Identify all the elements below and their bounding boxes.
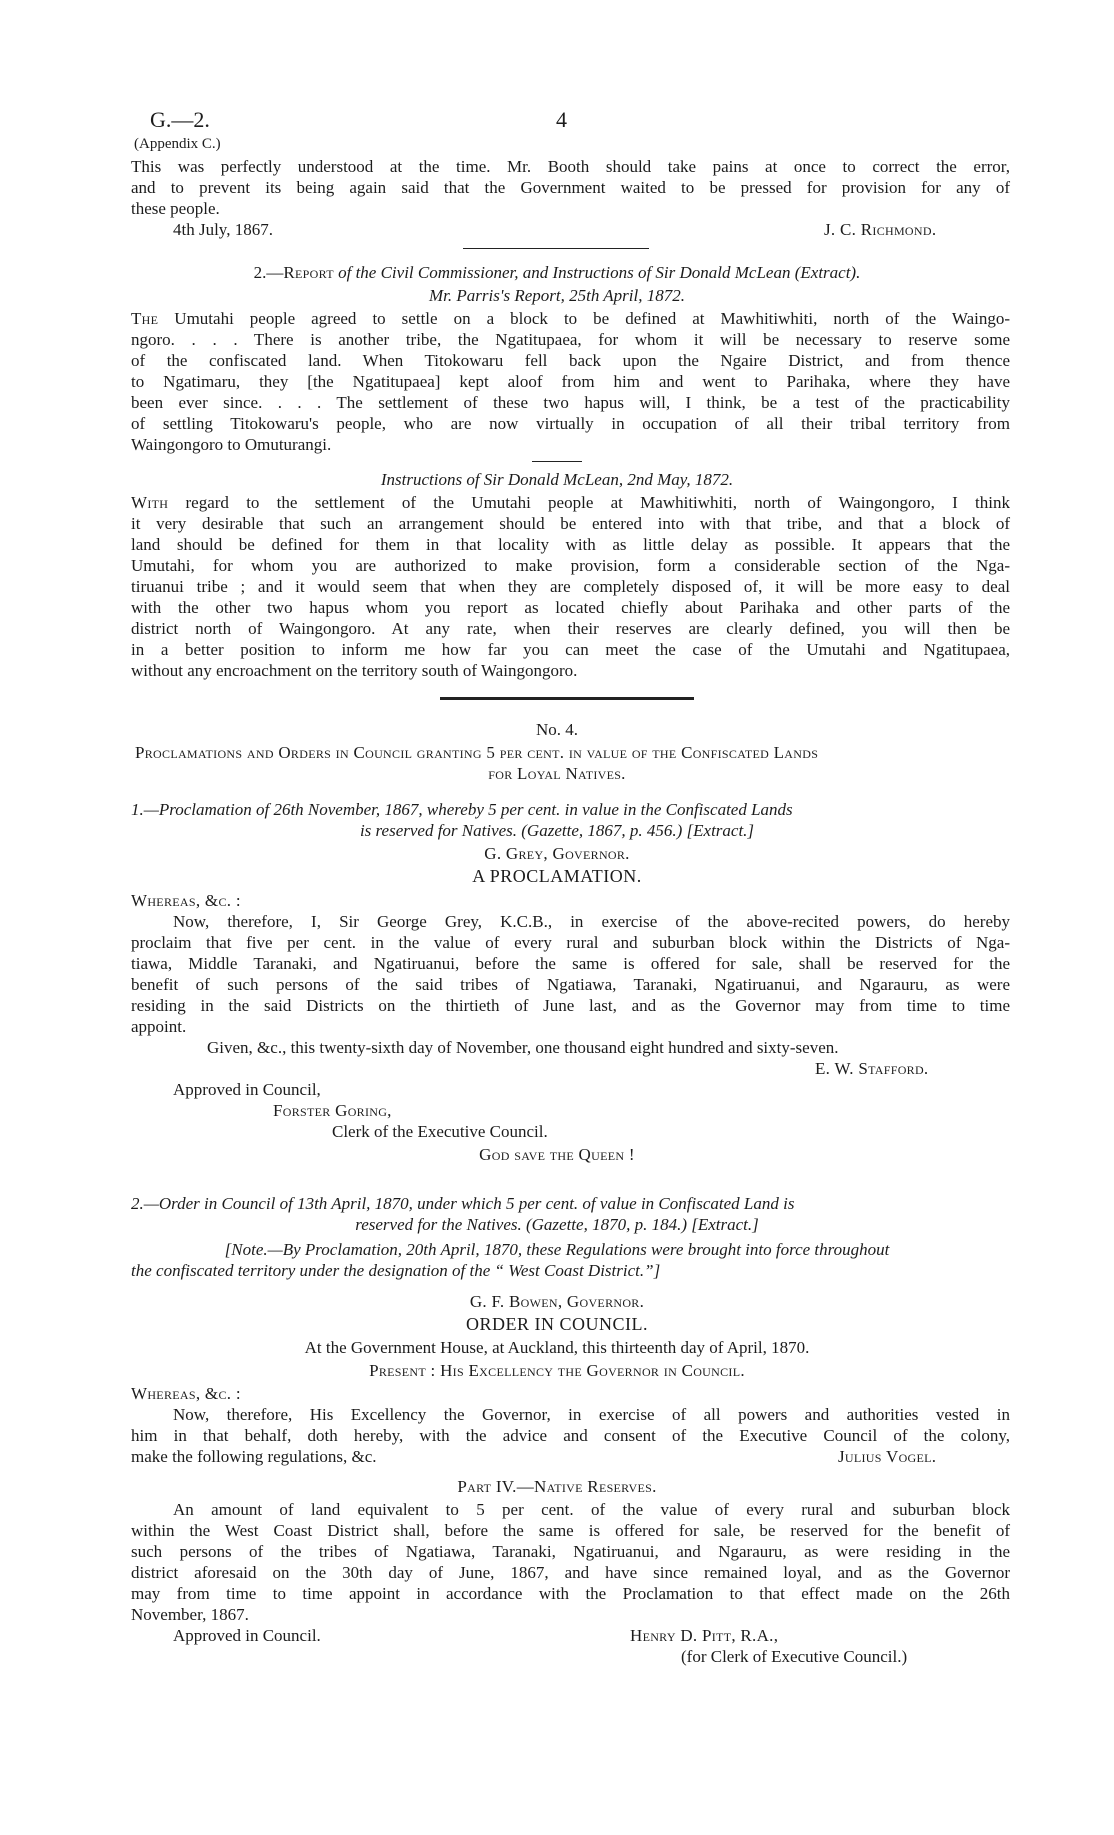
divider <box>463 248 649 249</box>
body-line: land should be defined for them in that locality with as little delay as possible. It appears that the <box>131 535 1010 554</box>
note: the confiscated territory under the designation of the “ West Coast District.”] <box>131 1261 661 1280</box>
body-line: been ever since. . . . The settlement of these two hapus will, I think, be a test of the practicability <box>131 393 1010 412</box>
body-line: With regard to the settlement of the Umutahi people at Mawhitiwhiti, north of Waingongoro, I think <box>131 493 1010 512</box>
order-title: 2.—Order in Council of 13th April, 1870, under which 5 per cent. of value in Confiscated Land is <box>131 1194 795 1213</box>
clerk-title: Clerk of the Executive Council. <box>332 1122 548 1141</box>
section-title: Proclamations and Orders in Council granting 5 per cent. in value of the Confiscated Lands <box>135 743 819 762</box>
order-heading: ORDER IN COUNCIL. <box>466 1314 648 1334</box>
body-line: tiawa, Middle Taranaki, and Ngatiruanui, before the same is offered for sale, shall be reserved for the <box>131 954 1010 973</box>
appendix-label: (Appendix C.) <box>134 136 221 152</box>
present-line: Present : His Excellency the Governor in Council. <box>369 1361 745 1380</box>
body-line: and to prevent its being again said that the Government waited to be pressed for provision for any of <box>131 178 1010 197</box>
part-heading: Part IV.—Native Reserves. <box>457 1477 657 1496</box>
body-line: these people. <box>131 199 220 218</box>
body-line: The Umutahi people agreed to settle on a block to be defined at Mawhitiwhiti, north of the Waingo- <box>131 309 1010 328</box>
section-subtitle: Mr. Parris's Report, 25th April, 1872. <box>429 286 685 305</box>
whereas-clause: Whereas, &c. : <box>131 891 241 910</box>
governor-name: G. F. Bowen, Governor. <box>469 1292 645 1311</box>
body-line: proclaim that five per cent. in the value of every rural and suburban block within the Districts of Nga- <box>131 933 1010 952</box>
body-line: tiruanui tribe ; and it would seem that when they are completely disposed of, it will be more easy to deal <box>131 577 1010 596</box>
body-line: make the following regulations, &c. <box>131 1447 377 1466</box>
proclamation-heading: A PROCLAMATION. <box>472 866 642 886</box>
section-subtitle: Instructions of Sir Donald McLean, 2nd May, 1872. <box>380 470 734 489</box>
body-line: such persons of the tribes of Ngatiawa, Taranaki, Ngatiruanui, and Ngarauru, as were residing in the <box>131 1542 1010 1561</box>
body-line: Umutahi, for whom you are authorized to make provision, form a considerable section of the Nga- <box>131 556 1010 575</box>
proclamation-title: is reserved for Natives. (Gazette, 1867, p. 456.) [Extract.] <box>359 821 755 840</box>
body-line: of the confiscated land. When Titokowaru fell back upon the Ngaire District, and from thence <box>131 351 1010 370</box>
body-line: district north of Waingongoro. At any rate, when their reserves are clearly defined, you will then be <box>131 619 1010 638</box>
body-line: residing in the said Districts on the thirtieth of June last, and as the Governor may from time to time <box>131 996 1010 1015</box>
signature: E. W. Stafford. <box>815 1059 929 1078</box>
god-save-the-queen: God save the Queen ! <box>479 1145 635 1164</box>
place-line: At the Government House, at Auckland, this thirteenth day of April, 1870. <box>304 1338 810 1357</box>
body-line: November, 1867. <box>131 1605 249 1624</box>
body-line: with the other two hapus whom you report as located chiefly about Parihaka and other parts of the <box>131 598 1010 617</box>
order-title: reserved for the Natives. (Gazette, 1870, p. 184.) [Extract.] <box>355 1215 759 1234</box>
body-line: may from time to time appoint in accordance with the Proclamation to that effect made on the 26th <box>131 1584 1010 1603</box>
section-title: 2.—Report of the Civil Commissioner, and Instructions of Sir Donald McLean (Extract). <box>253 263 861 282</box>
body-line: to Ngatimaru, they [the Ngatitupaea] kept aloof from him and went to Parihaka, where they have <box>131 372 1010 391</box>
thick-divider <box>440 697 694 700</box>
signature: J. C. Richmond. <box>824 220 937 239</box>
body-line: benefit of such persons of the said tribes of Ngatiawa, Taranaki, Ngatiruanui, and Ngarauru, as were <box>131 975 1010 994</box>
body-line: in a better position to inform me how far you can meet the case of the Umutahi and Ngatitupaea, <box>131 640 1010 659</box>
proclamation-title: 1.—Proclamation of 26th November, 1867, whereby 5 per cent. in value in the Confiscated Lands <box>131 800 793 819</box>
note: [Note.—By Proclamation, 20th April, 1870, these Regulations were brought into force throughout <box>224 1240 890 1259</box>
body-line: ngoro. . . . There is another tribe, the Ngatitupaea, for whom it will be necessary to reserve some <box>131 330 1010 349</box>
body-line: without any encroachment on the territory south of Waingongoro. <box>131 661 578 680</box>
page-number: 4 <box>556 107 567 132</box>
approved-line: Approved in Council, <box>173 1080 321 1099</box>
body-line: of settling Titokowaru's people, who are now virtually in occupation of all their tribal territory from <box>131 414 1010 433</box>
body-line: Waingongoro to Omuturangi. <box>131 435 332 454</box>
body-line: Now, therefore, His Excellency the Governor, in exercise of all powers and authorities vested in <box>173 1405 1010 1424</box>
section-title: for Loyal Natives. <box>488 764 626 783</box>
governor-name: G. Grey, Governor. <box>484 844 630 863</box>
document-reference: G.—2. <box>150 107 210 132</box>
clerk-title: (for Clerk of Executive Council.) <box>681 1647 908 1666</box>
clerk-name: Forster Goring, <box>273 1101 392 1120</box>
body-line: appoint. <box>131 1017 187 1036</box>
letter-date: 4th July, 1867. <box>173 220 273 239</box>
body-line: it very desirable that such an arrangement should be entered into with that tribe, and that a block of <box>131 514 1010 533</box>
whereas-clause: Whereas, &c. : <box>131 1384 241 1403</box>
body-line: Now, therefore, I, Sir George Grey, K.C.B., in exercise of the above-recited powers, do hereby <box>173 912 1010 931</box>
body-line: within the West Coast District shall, before the same is offered for sale, be reserved for the benefit of <box>131 1521 1010 1540</box>
divider <box>532 461 582 462</box>
body-line: him in that behalf, doth hereby, with the advice and consent of the Executive Council of the colony, <box>131 1426 1010 1445</box>
body-line: An amount of land equivalent to 5 per cent. of the value of every rural and suburban block <box>173 1500 1010 1519</box>
given-line: Given, &c., this twenty-sixth day of November, one thousand eight hundred and sixty-seven. <box>207 1038 839 1057</box>
section-number: No. 4. <box>535 720 579 739</box>
approved-line: Approved in Council. <box>173 1626 321 1645</box>
clerk-name: Henry D. Pitt, R.A., <box>630 1626 779 1645</box>
body-line: district aforesaid on the 30th day of June, 1867, and have since remained loyal, and as the Governor <box>131 1563 1010 1582</box>
signature: Julius Vogel. <box>838 1447 937 1466</box>
body-line: This was perfectly understood at the time. Mr. Booth should take pains at once to correct the error, <box>131 157 1010 176</box>
